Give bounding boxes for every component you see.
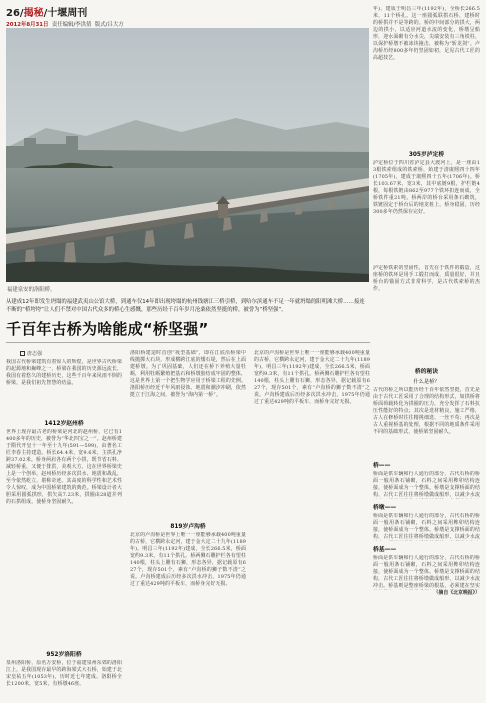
subhead-bridge-deck: 桥—— [373, 463, 391, 469]
body-paragraph: 我国古代桥梁建筑有着惊人的辉煌，是世界古代桥梁的起源地和巅峰之一，桥梁在我国的历史源远流长，我国有着悠久的建桥历史，这些千百年来风雨不倒的桥梁，是我们祖先智慧的结晶。 [6, 359, 122, 386]
body-paragraph: 北京的卢沟桥是世界上唯一一座能够承载400吨重量的古桥，它横跨永定河，建于金大定二十九年(1189年)，明昌三年(1192年)建成，全长266.5米，桥面宽约9.3米，有11个拱孔。桥两侧石雕护栏各有望柱140根，柱头上雕有石狮，形态各异，据记载原有627个，现存501个，素有“卢沟桥的狮子数不清”之说。卢沟桥建成后历经多次洪水冲击，1975年仍通过了重达429吨的平板车，而桥身完好无损。 [130, 532, 246, 587]
magazine-name: /十堰周刊 [43, 8, 88, 19]
body-paragraph: 古代的桥之所以能历经千百年依然坚挺，首先是由于古代工匠采用了合理的结构形式，如拱桥将桥面荷载转化为拱圈的压力，充分发挥了石料抗压性能好的特点；其次是选材精良，施工严格，古人在修桥时往往精挑细选、一丝不苟；再次是古人重视桥基的处理，根据不同的地质条件采用不同的基础形式，使桥梁坚固耐久。 [373, 387, 480, 435]
subhead-bridge-piers: 桥墩—— [373, 505, 397, 511]
subhead-luoyang: 952岁洛阳桥 [46, 652, 82, 658]
source-note [373, 590, 480, 597]
byline-box-icon [20, 351, 25, 356]
bridge-photo-image [6, 28, 369, 282]
text-column-2 [130, 350, 246, 690]
text-column-1 [6, 350, 122, 690]
subhead-bridge-foundation: 桥基—— [373, 547, 397, 553]
headline-rule [6, 342, 370, 343]
byline [20, 350, 122, 357]
body-paragraph: 世界上现存最古老的桥梁是河北的赵州桥，它已有1400多年的历史，被誉为“华北四宝之一”。赵州桥建于隋代开皇十一年至十九年(591—599)，由著名工匠李春主持建造。桥长64.4米，宽9.6米，主拱孔净跨37.02米。桥身两肩各有两个小拱，既节省石料、减轻桥重，又便于排洪，美观大方，这在世界桥梁史上是一个创举。赵州桥历经多次洪水、地震和战乱，至今依然屹立，堪称奇迹。其高度的科学性和艺术性令人惊叹，成为中国桥梁建筑的典范。桥梁设计者大胆采用圆弧拱形，拱矢高7.23米，拱圈由28道并列的石拱组成，使桥身坚固耐久。 [6, 429, 122, 505]
source-text: （摘自《北京晚报》） [433, 590, 480, 596]
subhead-question: 什么是桥？ [413, 379, 440, 385]
subhead-luding: 305岁泸定桥 [408, 152, 445, 158]
issue-date: 2012年8月31日 [6, 22, 49, 28]
body-paragraph: 泸定桥位于四川省泸定县大渡河上，是一座由13根铁索组成的铁索桥，始建于清康熙四十四年(1705年)，建成于康熙四十五年(1706年)。桥长103.67米，宽3米，其中底链9根，护栏链4根，每根铁链由862至977个铁环扣连而成，全桥铁件重21吨。桥两岸的桥台采用条石砌筑，铁链固定于桥台后的地龙桩上，桥身稳固，历经300多年仍然保存完好。 [373, 160, 480, 215]
photo-caption: 福建泉安的洛阳桥。 [7, 287, 56, 293]
body-paragraph: 洛阳桥建造时首创“筏型基础”，即在江底沿桥梁中线抛掷大石块，形成横跨江底的矮石堤，然后在上面建桥墩。为了巩固基础，人们还在桥下养殖大量牡蛎，利用牡蛎繁殖把基石和桥墩胶结成牢固的整体，这是世界上第一个把生物学应用于桥梁工程的先例。洛阳桥历经近千年风雨侵蚀、地震和潮汐冲刷，依然挺立于江海之间，被誉为“海内第一桥”。 [130, 350, 246, 398]
body-paragraph: 桥面是供车辆和行人通行的部分，古代石桥的桥面一般用条石铺砌，石料之间采用榫卯结构连接，使桥面成为一个整体。桥墩是支撑桥面的结构，古代工匠往往将桥墩做成船形，以减少水流冲击。桥基则是整座桥梁的根基，必须建在坚实 [373, 555, 480, 589]
section-name: 揭秘 [23, 8, 44, 19]
body-paragraph: 桥面是供车辆和行人通行的部分，古代石桥的桥面一般用条石铺砌，石料之间采用榫卯结构连接，使桥面成为一个整体。桥墩是支撑桥面的结构，古代工匠往往将桥墩做成船形，以减少水流 [373, 513, 480, 540]
page-number: 26/ [6, 8, 24, 19]
issue-info [6, 20, 252, 28]
subhead-secret: 桥的秘诀 [414, 369, 439, 375]
editor-credit: 责任编辑/李洪倩 [51, 22, 92, 28]
page-section-title [6, 4, 252, 19]
article-intro: 从建成12年即发生坍塌的福建武夷山公馆大桥，到通车仅14年即出现垮塌的杭州钱塘江三桥引桥，到哈尔滨通车不足一年就坍塌的阳明滩大桥……接连不断的“桥垮垮”让人们不禁对中国古代众多的桥心生感慨，那些历经千百年岁月沧桑依然坚挺的桥，被誉为“桥坚强”。 [6, 299, 365, 313]
body-paragraph: 泉州洛阳桥，原名万安桥，位于福建泉州东郊的洛阳江上，是我国现存最早的跨海梁式大石桥，始建于北宋皇祐五年(1053年)，历时近七年建成。洛阳桥全长1200米，宽5米，有桥墩46座。 [6, 660, 122, 687]
body-paragraph: 北京的卢沟桥是世界上唯一一座能够承载400吨重量的古桥，它横跨永定河，建于金大定二十九年(1189年)，明昌三年(1192年)建成，全长266.5米，桥面宽约9.3米，有11个拱孔。桥两侧石雕护栏各有望柱140根，柱头上雕有石狮，形态各异，据记载原有627个，现存501个，素有“卢沟桥的狮子数不清”之说。卢沟桥建成后历经多次洪水冲击，1975年仍通过了重达429吨的平板车，而桥身完好无损。 [254, 350, 370, 405]
body-paragraph: 桥面是供车辆和行人通行的部分，古代石桥的桥面一般用条石铺砌，石料之间采用榫卯结构连接，使桥面成为一个整体。桥墩是支撑桥面的结构，古代工匠往往将桥墩做成船形，以减少水流 [373, 471, 480, 498]
subhead-lugou: 819岁卢沟桥 [170, 524, 206, 530]
text-column-right [373, 6, 480, 692]
author-name: 唐志强 [27, 351, 43, 357]
page-header [6, 4, 252, 26]
article-headline: 千百年古桥为啥能成“桥坚强” [6, 320, 209, 338]
body-paragraph: 泸定桥铁索的坚固性，首先在于铁件的锻造，这座桥的铁环是用手工锻打而成，质量很好，并且桥台的锚固方式非常科学，是古代铁索桥的杰作。 [373, 265, 480, 292]
bridge-photo [6, 28, 369, 282]
body-paragraph: 年)，建成于明昌三年(1192年)，全桥长266.5米，11个桥孔。这一座圆弧联拱石桥，建桥时的桥拱并不是等跨的。桥的中间部分的拱大，两边的拱小，以适应河道水流的变化，桥墩呈船形，迎水面砌有分水尖，尖端安装有三角铁柱，以保护桥墩不被冰块撞击，被称为“斩龙剑”。卢沟桥历经800多年仍坚固如初，足见古代工匠的高超技艺。 [373, 6, 480, 61]
designer-credit: 版式/吕大方 [94, 22, 124, 28]
text-column-3 [254, 350, 370, 690]
subhead-zhaozhou: 1412岁赵州桥 [44, 421, 84, 427]
